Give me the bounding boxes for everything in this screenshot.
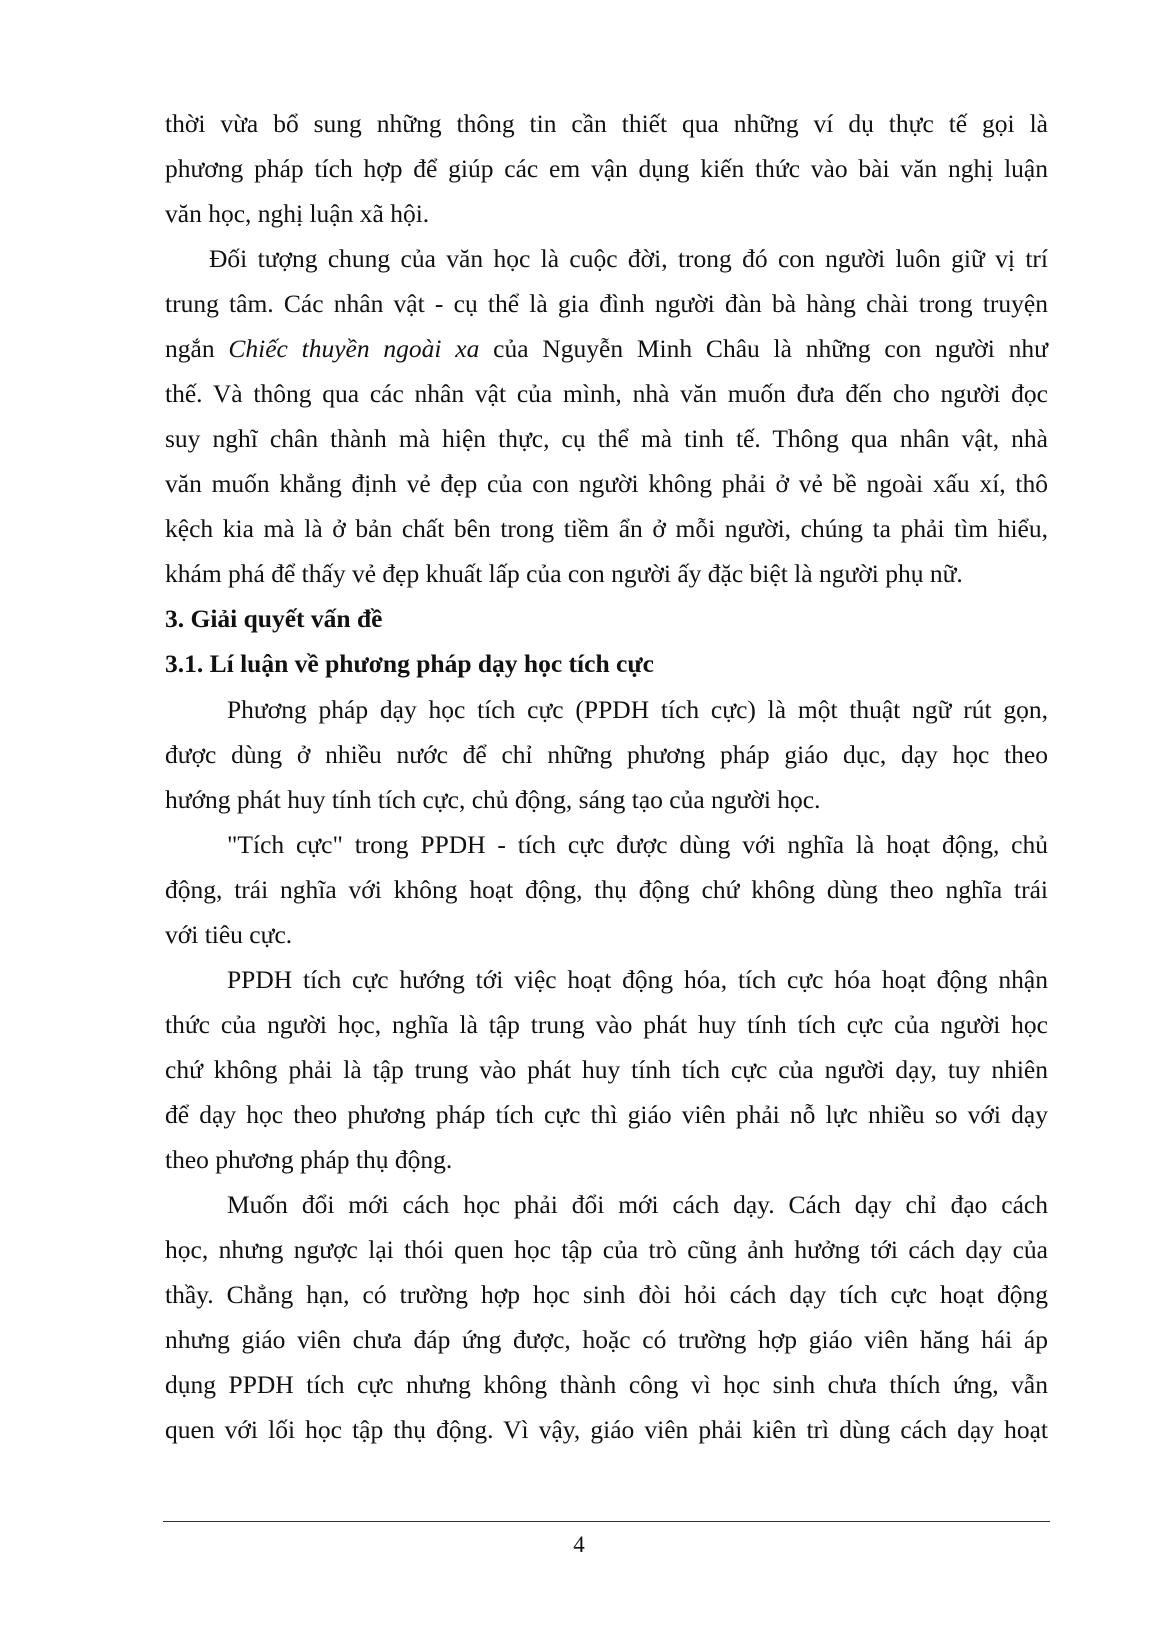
paragraph-line: động, trái nghĩa với không hoạt động, thụ động chứ không dùng theo nghĩa trái [165, 875, 1048, 904]
paragraph-line: thời vừa bổ sung những thông tin cần thiết qua những ví dụ thực tế gọi là [165, 109, 1048, 138]
paragraph-line: Muốn đổi mới cách học phải đổi mới cách dạy. Cách dạy chỉ đạo cách [227, 1190, 1048, 1219]
paragraph-line: nhưng giáo viên chưa đáp ứng được, hoặc có trường hợp giáo viên hăng hái áp [165, 1325, 1048, 1354]
paragraph-line: dụng PPDH tích cực nhưng không thành công vì học sinh chưa thích ứng, vẫn [165, 1370, 1048, 1399]
paragraph-line: văn muốn khẳng định vẻ đẹp của con người không phải ở vẻ bề ngoài xấu xí, thô [165, 469, 1048, 498]
story-title: Chiếc thuyền ngoài xa [228, 334, 480, 363]
paragraph-line: để dạy học theo phương pháp tích cực thì giáo viên phải nỗ lực nhiều so với dạy [165, 1100, 1048, 1129]
paragraph-line: trung tâm. Các nhân vật - cụ thể là gia đình người đàn bà hàng chài trong truyện [165, 289, 1048, 318]
paragraph-line: được dùng ở nhiều nước để chỉ những phương pháp giáo dục, dạy học theo [165, 740, 1048, 769]
paragraph-line: kệch kia mà là ở bản chất bên trong tiềm ẩn ở mỗi người, chúng ta phải tìm hiểu, [165, 514, 1048, 543]
paragraph-line: quen với lối học tập thụ động. Vì vậy, giáo viên phải kiên trì dùng cách dạy hoạt [165, 1415, 1048, 1444]
paragraph-line: chứ không phải là tập trung vào phát huy tính tích cực của người dạy, tuy nhiên [165, 1055, 1048, 1084]
paragraph-line: học, nhưng ngược lại thói quen học tập của trò cũng ảnh hưởng tới cách dạy của [165, 1235, 1048, 1264]
paragraph-line: PPDH tích cực hướng tới việc hoạt động hóa, tích cực hóa hoạt động nhận [227, 965, 1048, 994]
paragraph-line: thế. Và thông qua các nhân vật của mình, nhà văn muốn đưa đến cho người đọc [165, 379, 1048, 408]
paragraph-line: thức của người học, nghĩa là tập trung vào phát huy tính tích cực của người học [165, 1010, 1048, 1039]
paragraph-line: "Tích cực" trong PPDH - tích cực được dùng với nghĩa là hoạt động, chủ [227, 830, 1048, 859]
paragraph-line: Đối tượng chung của văn học là cuộc đời, trong đó con người luôn giữ vị trí [209, 244, 1048, 273]
paragraph-line: theo phương pháp thụ động. [165, 1145, 453, 1174]
paragraph-line: suy nghĩ chân thành mà hiện thực, cụ thể mà tinh tế. Thông qua nhân vật, nhà [165, 424, 1048, 453]
footer-divider [163, 1521, 1050, 1522]
paragraph-line: văn học, nghị luận xã hội. [165, 199, 430, 228]
subsection-heading: 3.1. Lí luận về phương pháp dạy học tích cực [165, 649, 654, 678]
paragraph-line: Phương pháp dạy học tích cực (PPDH tích cực) là một thuật ngữ rút gọn, [227, 695, 1048, 724]
paragraph-line [165, 326, 1048, 372]
paragraph-line: phương pháp tích hợp để giúp các em vận dụng kiến thức vào bài văn nghị luận [165, 154, 1048, 183]
page-number: 4 [573, 1532, 585, 1557]
paragraph-line: khám phá để thấy vẻ đẹp khuất lấp của con người ấy đặc biệt là người phụ nữ. [165, 559, 963, 588]
text-span: của Nguyễn Minh Châu là những con người như [479, 334, 1048, 363]
paragraph-line: hướng phát huy tính tích cực, chủ động, sáng tạo của người học. [165, 785, 821, 814]
text-span: ngắn [165, 334, 229, 363]
paragraph-line: thầy. Chẳng hạn, có trường hợp học sinh đòi hỏi cách dạy tích cực hoạt động [165, 1280, 1048, 1309]
section-heading: 3. Giải quyết vấn đề [165, 604, 383, 633]
paragraph-line: với tiêu cực. [165, 920, 293, 949]
